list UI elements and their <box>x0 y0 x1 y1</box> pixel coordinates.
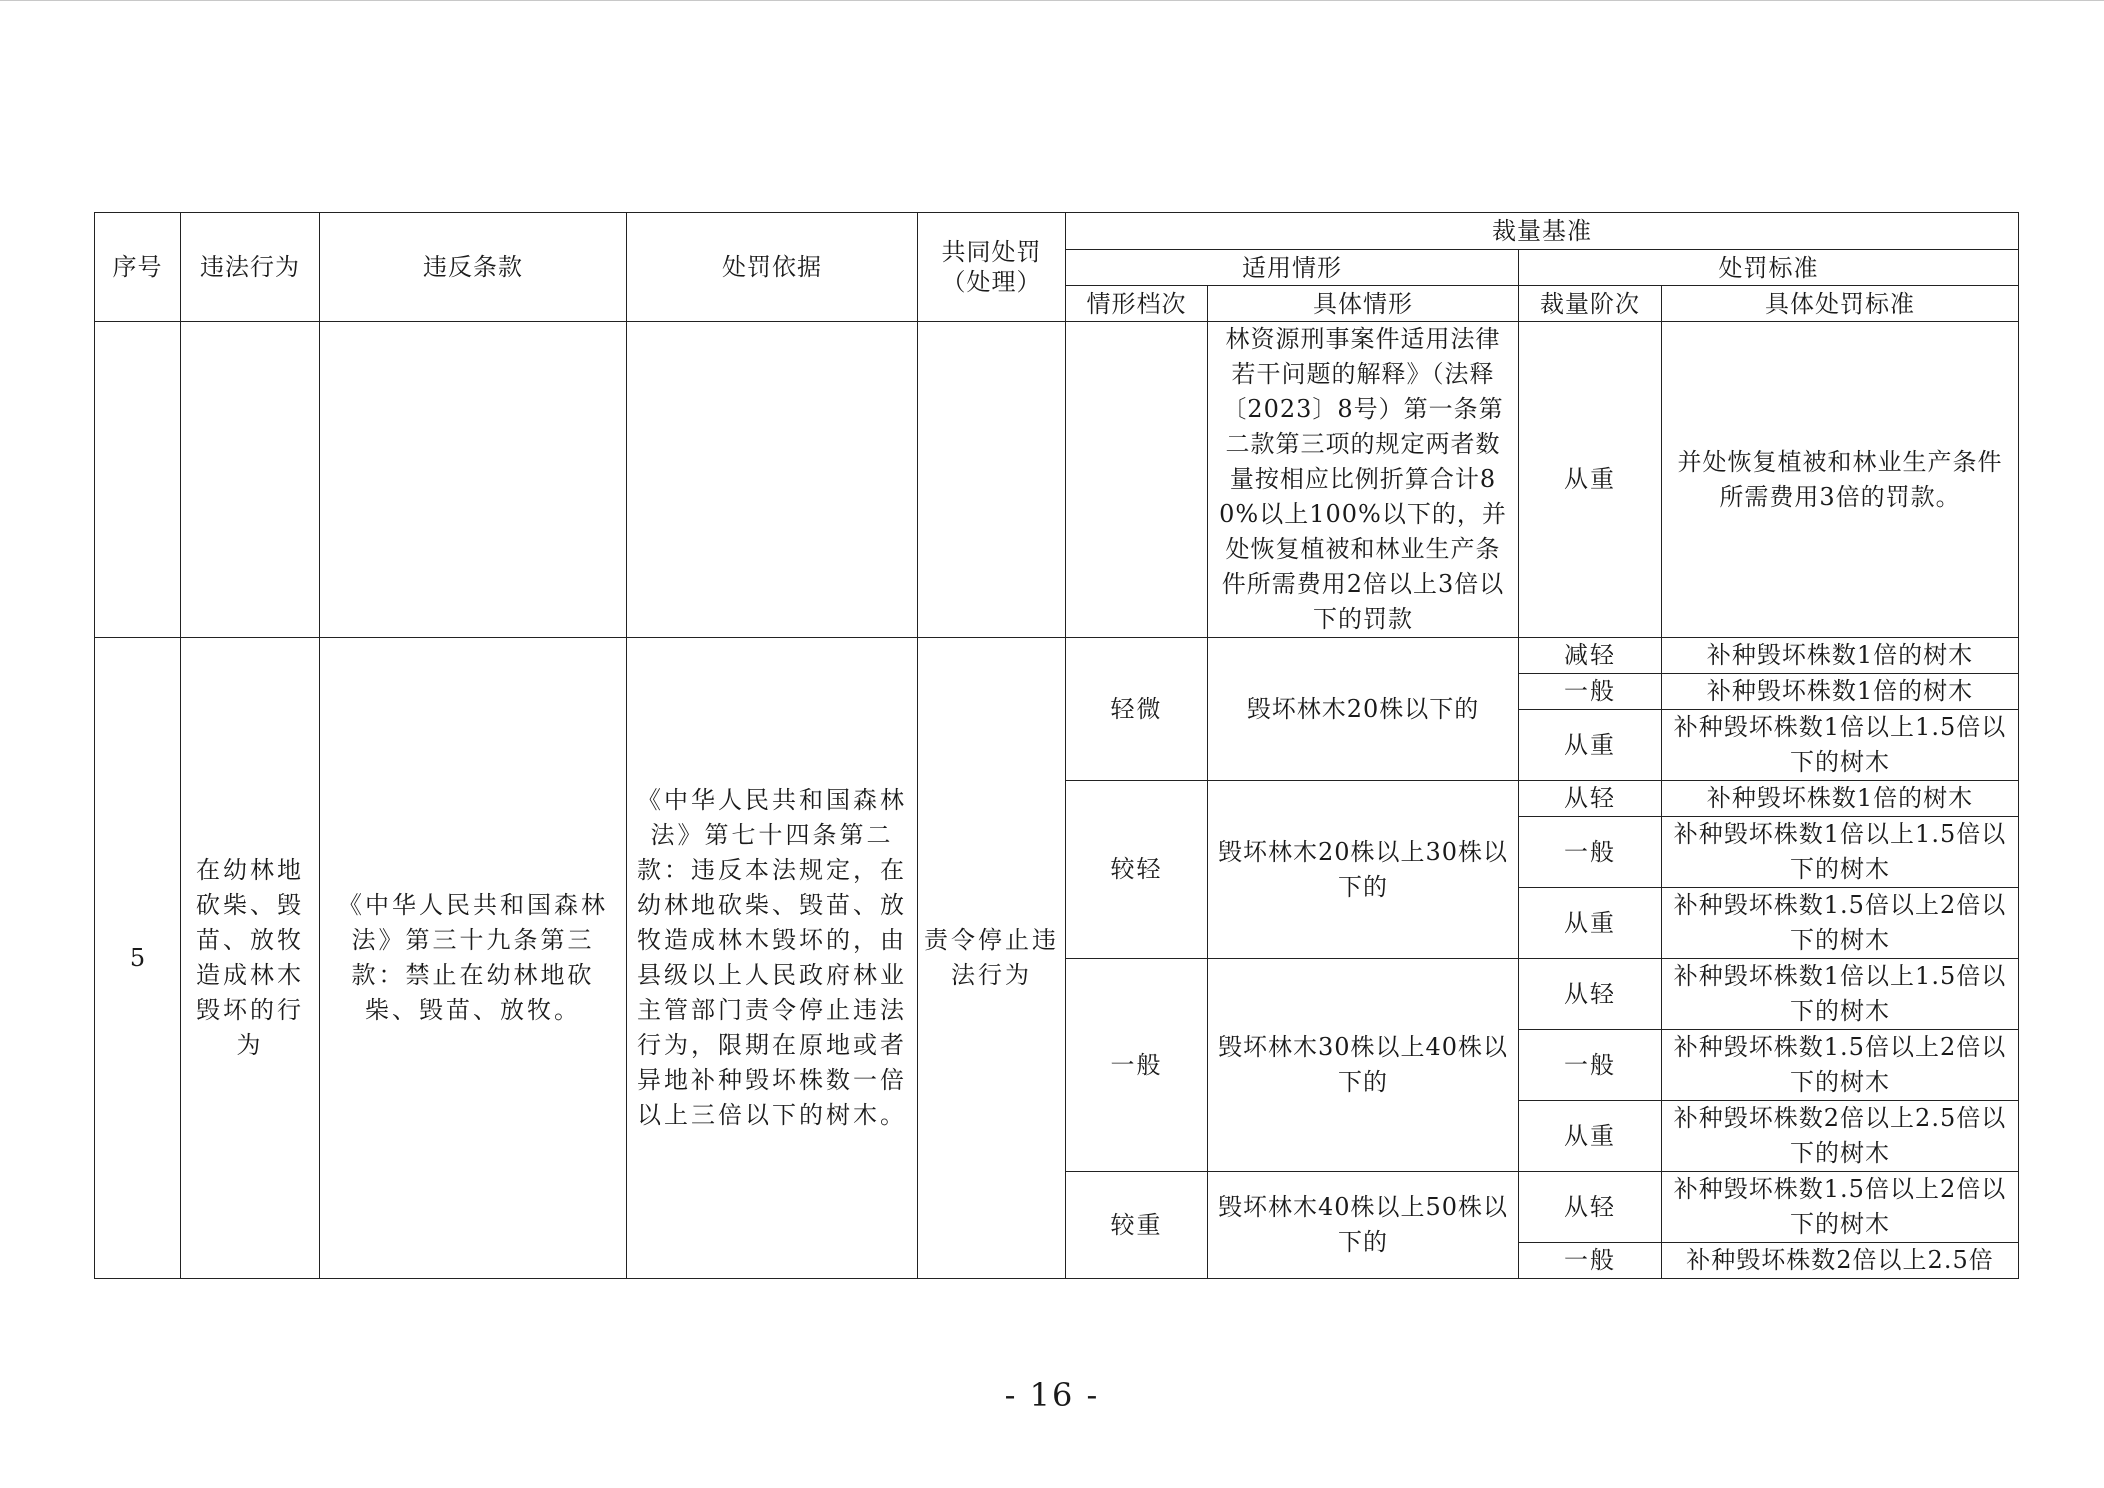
header-seq: 序号 <box>95 213 181 322</box>
header-standard-detail: 具体处罚标准 <box>1662 286 2019 322</box>
header-row-1 <box>95 213 2019 250</box>
standard-detail: 补种毁坏株数1倍以上1.5倍以下的树木 <box>1662 959 2019 1030</box>
standard-detail: 补种毁坏株数2倍以上2.5倍 <box>1662 1243 2019 1279</box>
table-row <box>95 638 2019 674</box>
item-seq: 5 <box>95 638 181 1279</box>
standard-detail: 补种毁坏株数1.5倍以上2倍以下的树木 <box>1662 1030 2019 1101</box>
discretion-level: 从轻 <box>1519 1172 1662 1243</box>
item-clause: 《中华人民共和国森林法》第三十九条第三款：禁止在幼林地砍柴、毁苗、放牧。 <box>320 638 627 1279</box>
discretion-level: 一般 <box>1519 1030 1662 1101</box>
header-discretion: 裁量基准 <box>1066 213 2019 250</box>
page-number: - 16 - <box>1004 1376 1100 1414</box>
situation-detail: 毁坏林木20株以下的 <box>1208 638 1519 781</box>
discretion-level: 一般 <box>1519 817 1662 888</box>
situation-level: 较重 <box>1066 1172 1208 1279</box>
situation-level: 较轻 <box>1066 781 1208 959</box>
discretion-level: 从重 <box>1519 888 1662 959</box>
cont-discretion-level: 从重 <box>1519 322 1662 638</box>
header-basis: 处罚依据 <box>627 213 918 322</box>
header-situation-detail: 具体情形 <box>1208 286 1519 322</box>
cont-clause-cell <box>320 322 627 638</box>
discretion-level: 减轻 <box>1519 638 1662 674</box>
page-top-rule <box>0 0 2104 1</box>
item-behavior: 在幼林地砍柴、毁苗、放牧造成林木毁坏的行为 <box>181 638 320 1279</box>
discretion-level: 从轻 <box>1519 959 1662 1030</box>
cont-common-cell <box>918 322 1066 638</box>
header-standard: 处罚标准 <box>1519 250 2019 286</box>
situation-level: 一般 <box>1066 959 1208 1172</box>
cont-level-cell <box>1066 322 1208 638</box>
item-basis: 《中华人民共和国森林法》第七十四条第二款：违反本法规定，在幼林地砍柴、毁苗、放牧造成林木毁坏的，由县级以上人民政府林业主管部门责令停止违法行为，限期在原地或者异地补种毁坏株数一倍以上三倍以下的树木。 <box>627 638 918 1279</box>
discretion-level: 一般 <box>1519 1243 1662 1279</box>
cont-basis-cell <box>627 322 918 638</box>
standard-detail: 补种毁坏株数1.5倍以上2倍以下的树木 <box>1662 888 2019 959</box>
header-situation: 适用情形 <box>1066 250 1519 286</box>
standard-detail: 补种毁坏株数1倍以上1.5倍以下的树木 <box>1662 817 2019 888</box>
situation-detail: 毁坏林木40株以上50株以下的 <box>1208 1172 1519 1279</box>
standard-detail: 补种毁坏株数1倍的树木 <box>1662 781 2019 817</box>
cont-seq-cell <box>95 322 181 638</box>
header-situation-level: 情形档次 <box>1066 286 1208 322</box>
standard-detail: 补种毁坏株数1倍以上1.5倍以下的树木 <box>1662 710 2019 781</box>
item-common-punishment: 责令停止违法行为 <box>918 638 1066 1279</box>
header-behavior: 违法行为 <box>181 213 320 322</box>
cont-situation-detail: 林资源刑事案件适用法律若干问题的解释》（法释〔2023〕8号）第一条第二款第三项的规定两者数量按相应比例折算合计80%以上100%以下的，并处恢复植被和林业生产条件所需费用2倍以上3倍以下的罚款 <box>1208 322 1519 638</box>
standard-detail: 补种毁坏株数1倍的树木 <box>1662 638 2019 674</box>
header-clause: 违反条款 <box>320 213 627 322</box>
discretion-level: 从轻 <box>1519 781 1662 817</box>
header-common: 共同处罚（处理） <box>918 213 1066 322</box>
situation-detail: 毁坏林木30株以上40株以下的 <box>1208 959 1519 1172</box>
situation-level: 轻微 <box>1066 638 1208 781</box>
header-discretion-level: 裁量阶次 <box>1519 286 1662 322</box>
cont-standard-detail: 并处恢复植被和林业生产条件所需费用3倍的罚款。 <box>1662 322 2019 638</box>
discretion-level: 从重 <box>1519 1101 1662 1172</box>
standard-detail: 补种毁坏株数1.5倍以上2倍以下的树木 <box>1662 1172 2019 1243</box>
cont-behavior-cell <box>181 322 320 638</box>
continuation-row <box>95 322 2019 638</box>
discretion-standard-table <box>94 212 2019 1279</box>
standard-detail: 补种毁坏株数2倍以上2.5倍以下的树木 <box>1662 1101 2019 1172</box>
situation-detail: 毁坏林木20株以上30株以下的 <box>1208 781 1519 959</box>
discretion-level: 一般 <box>1519 674 1662 710</box>
standard-detail: 补种毁坏株数1倍的树木 <box>1662 674 2019 710</box>
discretion-level: 从重 <box>1519 710 1662 781</box>
